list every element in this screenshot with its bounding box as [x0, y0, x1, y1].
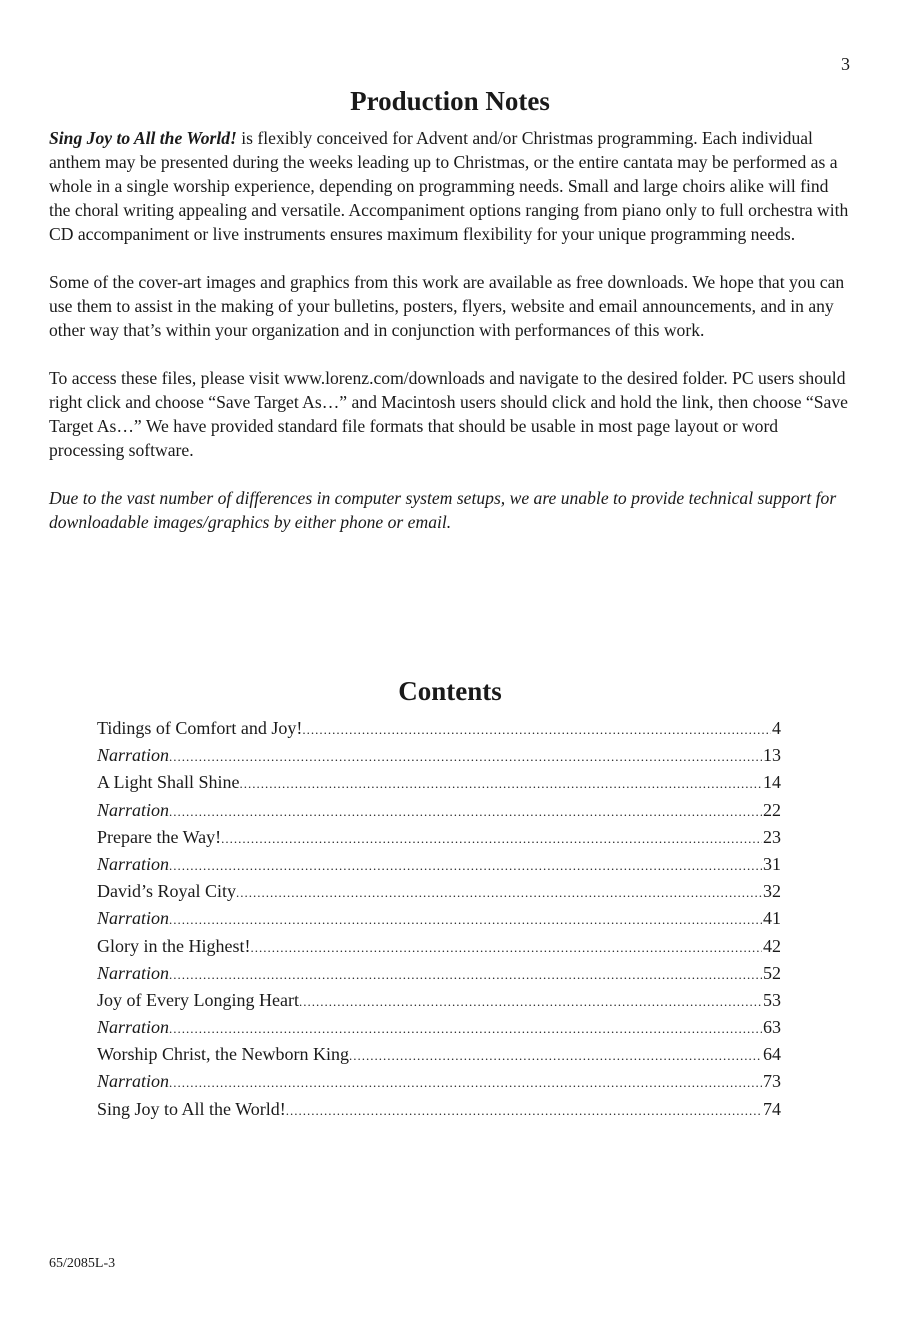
- toc-leader-dots: [250, 934, 762, 960]
- toc-entry: [97, 905, 781, 932]
- toc-entry-page: 32: [763, 881, 781, 902]
- toc-leader-dots: [169, 1015, 762, 1041]
- toc-leader-dots: [169, 1069, 762, 1095]
- toc-entry-page: 73: [763, 1071, 781, 1092]
- contents-list: [97, 715, 781, 1123]
- toc-entry-title: Tidings of Comfort and Joy!: [97, 718, 303, 738]
- toc-entry-page: 41: [763, 908, 781, 929]
- toc-entry: [97, 1014, 781, 1041]
- toc-entry: [97, 960, 781, 987]
- toc-entry-page: 22: [763, 799, 781, 820]
- toc-entry-page: 31: [763, 853, 781, 874]
- toc-entry: [97, 1068, 781, 1095]
- toc-entry-title: Narration: [97, 1071, 170, 1092]
- toc-entry-page: 63: [763, 1017, 781, 1038]
- toc-entry-title: Narration: [97, 908, 170, 929]
- toc-entry: [97, 878, 781, 905]
- toc-entry-page: 42: [763, 935, 781, 956]
- toc-entry-title: Narration: [97, 962, 170, 983]
- toc-entry-page: 64: [763, 1044, 781, 1065]
- toc-leader-dots: [302, 716, 771, 742]
- toc-entry: [97, 824, 781, 851]
- cantata-title: Sing Joy to All the World!: [49, 128, 237, 148]
- toc-leader-dots: [286, 1097, 762, 1123]
- toc-entry: [97, 742, 781, 769]
- toc-entry-page: 4: [772, 718, 781, 738]
- catalog-code: 65/2085L-3: [49, 1256, 116, 1271]
- toc-entry: [97, 1041, 781, 1068]
- toc-entry-title: Glory in the Highest!: [97, 935, 251, 956]
- toc-entry-title: Narration: [97, 1017, 170, 1038]
- toc-entry-page: 53: [763, 989, 781, 1010]
- notes-paragraph-1-text: is flexibly conceived for Advent and/or Christmas programming. Each individual anthem may be presented during the weeks leading up to Christmas, or the entire cantata may be performed as a whole in a single worship experience, depending on programming needs. Small and large choirs alike will find the choral writing appealing and versatile. Accompaniment options ranging from piano only to full orchestra with CD accompaniment or live instruments ensures maximum flexibility for your unique programming needs.: [49, 128, 849, 244]
- page-number: 3: [841, 54, 850, 74]
- toc-entry-page: 14: [763, 772, 781, 793]
- toc-leader-dots: [169, 743, 762, 769]
- toc-leader-dots: [169, 798, 762, 824]
- toc-leader-dots: [169, 852, 762, 878]
- toc-entry-title: Narration: [97, 745, 170, 766]
- toc-entry-title: Worship Christ, the Newborn King: [97, 1044, 350, 1065]
- toc-entry-title: Joy of Every Longing Heart: [97, 989, 299, 1010]
- contents-title: Contents: [398, 676, 502, 706]
- toc-leader-dots: [169, 906, 762, 932]
- toc-entry-page: 23: [763, 826, 781, 847]
- toc-entry-page: 52: [763, 962, 781, 983]
- notes-paragraph-2: Some of the cover-art images and graphics from this work are available as free downloads. We hope that you can use them to assist in the making of your bulletins, posters, flyers, website and email announcements, and in any other way that’s within your organization and in conjunction with performances of this work.: [49, 272, 845, 340]
- toc-leader-dots: [299, 988, 762, 1014]
- toc-entry-title: Narration: [97, 799, 170, 820]
- production-notes-body: [49, 126, 853, 558]
- notes-disclaimer: Due to the vast number of differences in computer system setups, we are unable to provide technical support for downloadable images/graphics by either phone or email.: [49, 488, 837, 532]
- toc-entry-title: Prepare the Way!: [97, 826, 222, 847]
- toc-entry: [97, 933, 781, 960]
- toc-entry: [97, 715, 781, 742]
- notes-paragraph-3: To access these files, please visit www.lorenz.com/downloads and navigate to the desired folder. PC users should right click and choose “Save Target As…” and Macintosh users should click and hold the link, then choose “Save Target As…” We have provided standard file formats that should be usable in most page layout or word processing software.: [49, 368, 848, 460]
- toc-entry-page: 74: [763, 1098, 781, 1119]
- toc-entry-title: David’s Royal City: [97, 881, 236, 902]
- toc-entry: [97, 769, 781, 796]
- toc-leader-dots: [221, 825, 762, 851]
- toc-entry: [97, 987, 781, 1014]
- toc-entry: [97, 1096, 781, 1123]
- toc-entry-page: 13: [763, 745, 781, 766]
- notes-paragraph-1: [49, 126, 853, 246]
- toc-leader-dots: [240, 770, 762, 796]
- toc-entry-title: A Light Shall Shine: [97, 772, 240, 793]
- production-notes-title: Production Notes: [350, 86, 550, 116]
- toc-entry-title: Narration: [97, 853, 170, 874]
- toc-entry-title: Sing Joy to All the World!: [97, 1098, 286, 1119]
- toc-leader-dots: [236, 879, 762, 905]
- toc-entry: [97, 851, 781, 878]
- toc-leader-dots: [349, 1042, 762, 1068]
- toc-leader-dots: [169, 961, 762, 987]
- toc-entry: [97, 797, 781, 824]
